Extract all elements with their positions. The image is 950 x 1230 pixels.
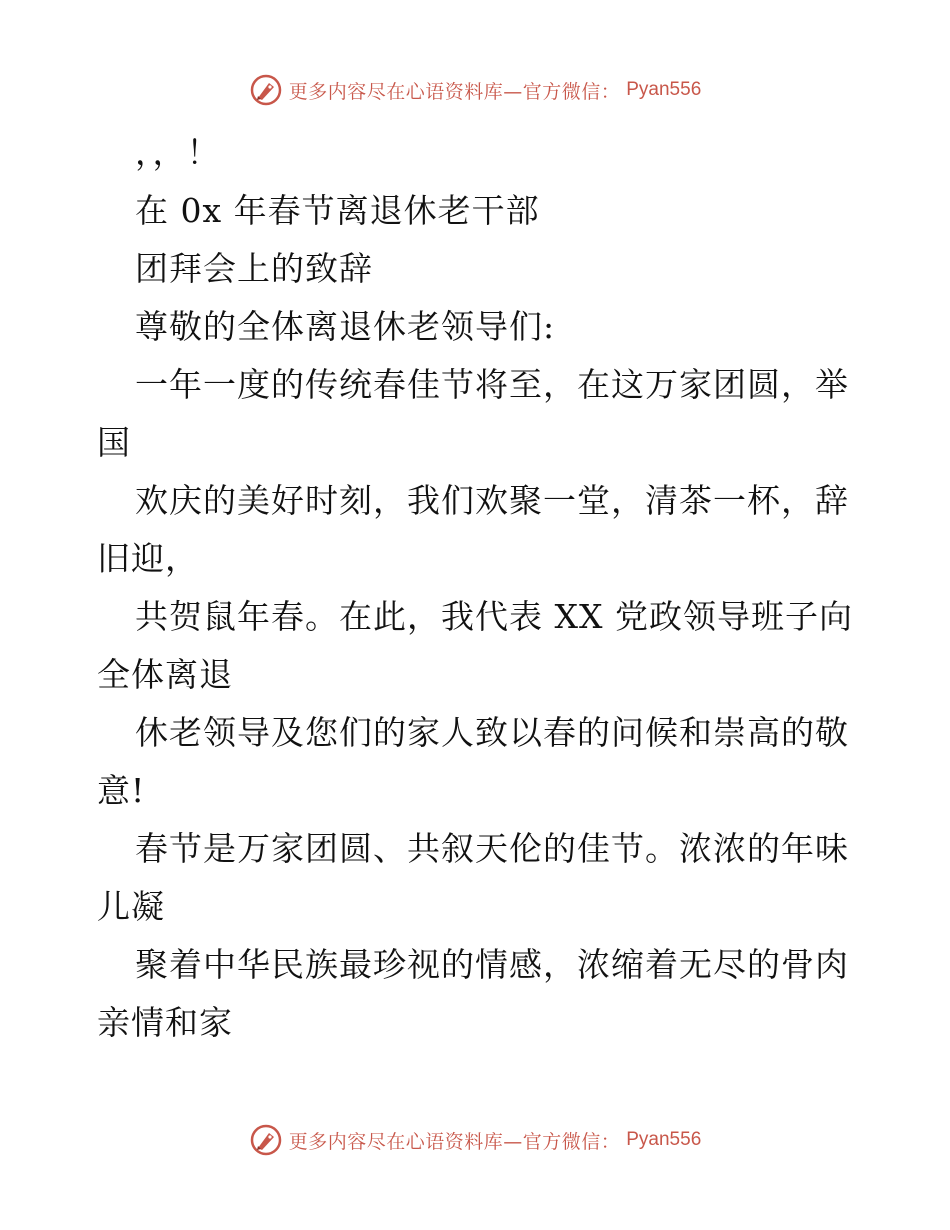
text-line: 亲情和家 [97,1003,233,1042]
text-line: ，，！ [135,133,221,172]
banner-wechat-id: Pyan556 [626,1129,702,1150]
text-line: 全体离退 [97,655,233,694]
pen-nib-logo-icon [249,73,283,107]
text-line: 儿凝 [97,887,165,926]
text-line: 在 0x 年春节离退休老干部 [135,191,540,230]
text-line: 聚着中华民族最珍视的情感，浓缩着无尽的骨肉 [135,945,849,984]
header-banner [0,70,950,110]
banner-text: 更多内容尽在心语资料库—官方微信： [288,1130,621,1153]
banner-text: 更多内容尽在心语资料库—官方微信： [288,80,621,103]
text-line: 尊敬的全体离退休老领导们: [135,307,556,346]
footer-banner [0,1120,950,1160]
pen-nib-logo-icon [249,1123,283,1157]
document-body [97,124,857,1052]
text-line: 休老领导及您们的家人致以春的问候和崇高的敬 [135,713,849,752]
text-line: 意! [97,771,146,810]
text-line: 国 [97,423,131,462]
text-line: 春节是万家团圆、共叙天伦的佳节。浓浓的年味 [135,829,849,868]
text-line: 旧迎， [97,539,199,578]
text-line: 共贺鼠年春。在此，我代表 XX 党政领导班子向 [135,597,853,636]
text-line: 一年一度的传统春佳节将至，在这万家团圆，举 [135,365,849,404]
text-line: 欢庆的美好时刻，我们欢聚一堂，清茶一杯，辞 [135,481,849,520]
text-line: 团拜会上的致辞 [135,249,373,288]
banner-wechat-id: Pyan556 [626,79,702,100]
